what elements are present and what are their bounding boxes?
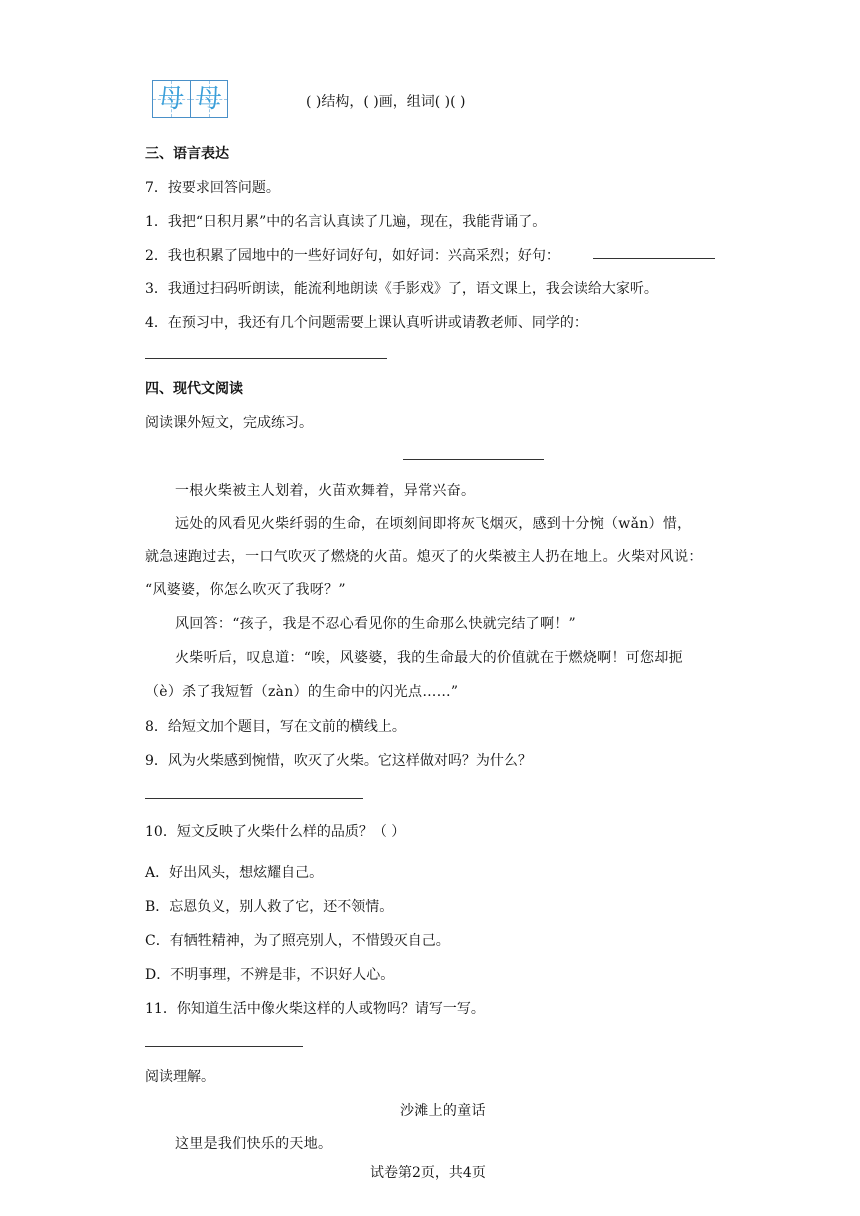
reading-2-intro: 阅读理解。 — [145, 1069, 215, 1085]
passage-title-line[interactable] — [403, 459, 544, 460]
q7-item-1: 1．我把“日积月累”中的名言认真读了几遍，现在，我能背诵了。 — [145, 214, 547, 230]
passage-paragraph: 一根火柴被主人划着，火苗欢舞着，异常兴奋。 — [175, 483, 476, 499]
reading-intro: 阅读课外短文，完成练习。 — [145, 415, 313, 431]
q7-item-3: 3．我通过扫码听朗读，能流利地朗读《手影戏》了，语文课上，我会读给大家听。 — [145, 281, 658, 297]
question-10: 10．短文反映了火柴什么样的品质？（ ） — [145, 824, 406, 840]
answer-line[interactable] — [145, 358, 387, 359]
question-8: 8．给短文加个题目，写在文前的横线上。 — [145, 719, 406, 735]
section-4-title: 四、现代文阅读 — [145, 381, 243, 397]
character-grid — [152, 80, 228, 118]
passage-line: “风婆婆，你怎么吹灭了我呀？” — [145, 582, 346, 598]
character-structure-prompt: ( )结构，( )画，组词( )( ) — [306, 94, 466, 110]
question-11: 11．你知道生活中像火柴这样的人或物吗？请写一写。 — [145, 1001, 485, 1017]
question-9: 9．风为火柴感到惋惜，吹灭了火柴。它这样做对吗？为什么？ — [145, 753, 532, 769]
character-cell: 母 — [190, 81, 228, 117]
option-a[interactable]: A．好出风头，想炫耀自己。 — [145, 865, 324, 881]
question-7: 7．按要求回答问题。 — [145, 180, 280, 196]
answer-line[interactable] — [593, 258, 715, 259]
option-b[interactable]: B．忘恩负义，别人救了它，还不领情。 — [145, 899, 394, 915]
passage-paragraph: 远处的风看见火柴纤弱的生命，在顷刻间即将灰飞烟灭，感到十分惋（wǎn）惜， — [175, 516, 692, 532]
passage-paragraph: 风回答：“孩子，我是不忍心看见你的生命那么快就完结了啊！” — [175, 616, 577, 632]
passage-title: 沙滩上的童话 — [400, 1103, 486, 1119]
character-cell: 母 — [153, 81, 190, 117]
section-3-title: 三、语言表达 — [145, 146, 229, 162]
passage-line: （è）杀了我短暂（zàn）的生命中的闪光点……” — [145, 684, 459, 700]
option-c[interactable]: C．有牺牲精神，为了照亮别人，不惜毁灭自己。 — [145, 933, 450, 949]
q7-item-2: 2．我也积累了园地中的一些好词好句，如好词：兴高采烈；好句： — [145, 248, 560, 264]
passage-line: 就急速跑过去，一口气吹灭了燃烧的火苗。熄灭了的火柴被主人扔在地上。火柴对风说： — [145, 549, 703, 565]
answer-line[interactable] — [145, 798, 363, 799]
answer-line[interactable] — [145, 1046, 303, 1047]
passage-paragraph: 火柴听后，叹息道：“唉，风婆婆，我的生命最大的价值就在于燃烧啊！可您却扼 — [175, 650, 683, 666]
passage-paragraph: 这里是我们快乐的天地。 — [175, 1136, 333, 1152]
page-footer: 试卷第2页，共4页 — [370, 1165, 486, 1181]
option-d[interactable]: D．不明事理，不辨是非，不识好人心。 — [145, 967, 395, 983]
q7-item-4: 4．在预习中，我还有几个问题需要上课认真听讲或请教老师、同学的： — [145, 315, 588, 331]
